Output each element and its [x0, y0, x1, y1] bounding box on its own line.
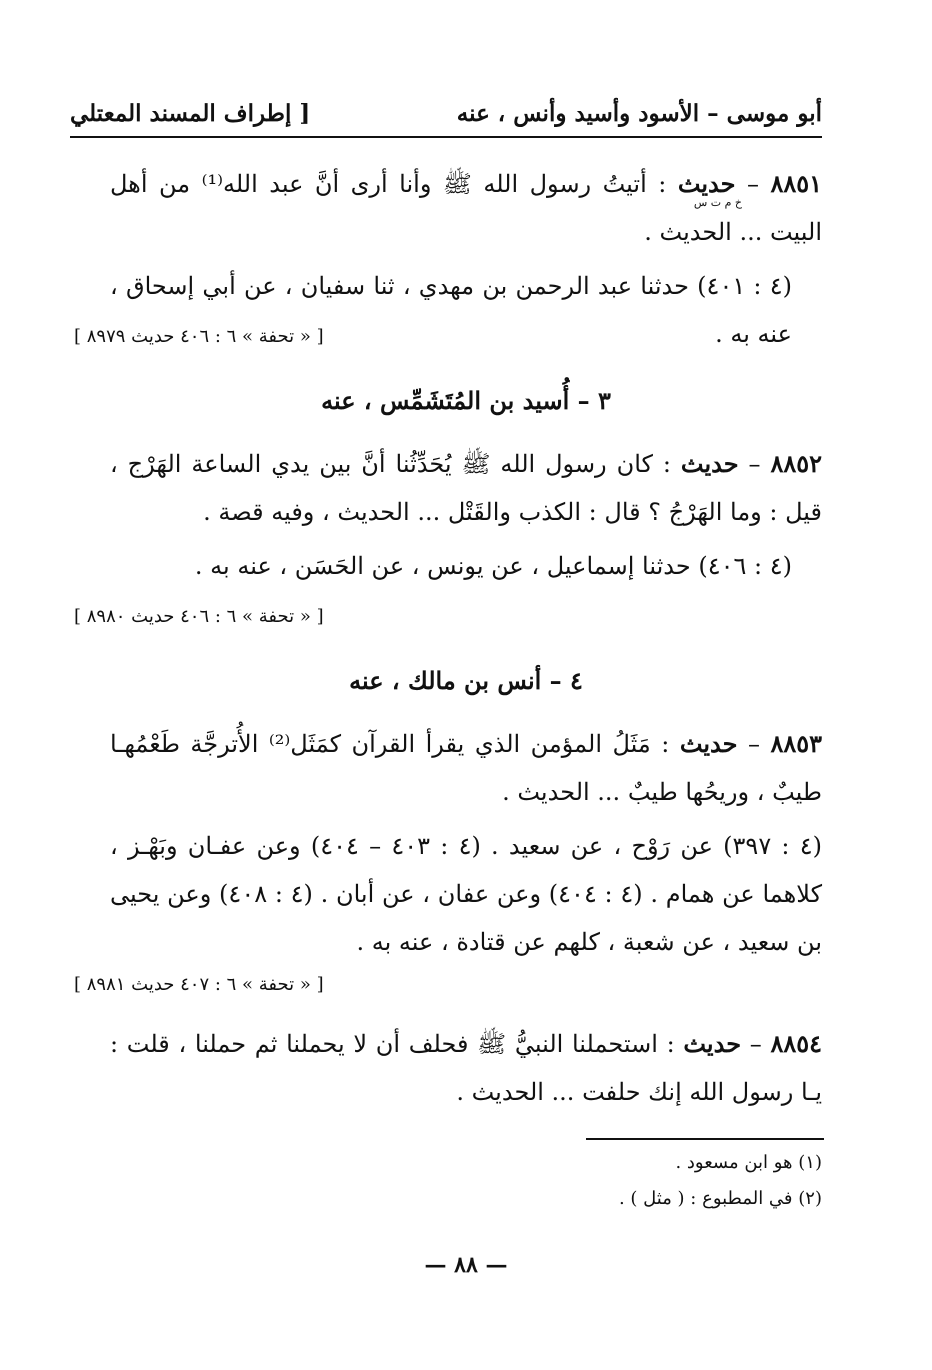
- footnote-1: (١) هو ابن مسعود .: [675, 1152, 822, 1173]
- footnote-separator: [586, 1138, 824, 1140]
- hadith-number: ٨٨٥٢: [770, 449, 822, 478]
- isnad-chain: (٤ : ٣٩٧) عن رَوْح ، عن سعيد . (٤ : ٤٠٣ – ٤٠٤) وعن عفـان وبَهْـز ، كلاهما عن همام . (٤ : ٤٠٤) وعن عفان ، عن أبان . (٤ : ٤٠٨) وعن يحيى بن سعيد ، عن شعبة ، كلهم عن قتادة ، عنه به .: [110, 832, 823, 956]
- tuhfa-reference: [ « تحفة » ٦ : ٤٠٦ حديث ٨٩٨٠ ]: [74, 606, 324, 627]
- isnad-chain: (٤ : ٤٠٦) حدثنا إسماعيل ، عن يونس ، عن الحَسَن ، عنه به .: [194, 552, 792, 580]
- hadith-keyword: حديث: [677, 169, 736, 198]
- hadith-entry-8852: ٨٨٥٢ – حديث : كان رسول الله ﷺ يُحَدِّثُنا أنَّ بين يدي الساعة الهَرْج ، قيل : وما الهَرْجُ ؟ قال : الكذب والقَتْل ... الحديث ، وفيه قصة .: [110, 449, 822, 526]
- hadith-text: : كان رسول الله ﷺ يُحَدِّثُنا أنَّ بين يدي الساعة الهَرْج ، قيل : وما الهَرْجُ ؟ قال : الكذب والقَتْل ... الحديث ، وفيه قصة .: [110, 450, 822, 526]
- isnad-chain: (٤ : ٤٠١) حدثنا عبد الرحمن بن مهدي ، ثنا سفيان ، عن أبي إسحاق ، عنه به .: [110, 272, 793, 348]
- hadith-text: : أتيتُ رسول الله ﷺ وأنا أرى أنَّ عبد الله⁽¹⁾ من أهل البيت ... الحديث .: [110, 170, 822, 246]
- hadith-number: ٨٨٥٣: [770, 729, 823, 758]
- hadith-keyword: حديث: [683, 1029, 742, 1058]
- hadith-keyword: حديث: [679, 729, 738, 758]
- hadith-entry-8853: ٨٨٥٣ – حديث : مَثَلُ المؤمن الذي يقرأ القرآن كمَثَل⁽²⁾ الأُترجَّة طَعْمُهـا طيبٌ ، وريحُها طيبٌ ... الحديث .: [110, 729, 823, 806]
- hadith-text: : مَثَلُ المؤمن الذي يقرأ القرآن كمَثَل⁽²⁾ الأُترجَّة طَعْمُهـا طيبٌ ، وريحُها طيبٌ ... الحديث .: [110, 730, 822, 806]
- hadith-number: ٨٨٥١: [770, 169, 823, 198]
- narrator-sigla: خ م ت س: [693, 196, 742, 209]
- hadith-entry-8854: ٨٨٥٤ – حديث : استحملنا النبيُّ ﷺ فحلف أن لا يحملنا ثم حملنا ، قلت : يـا رسول الله إنك حلفت ... الحديث .: [110, 1029, 822, 1106]
- page-number: — ٨٨ —: [424, 1252, 508, 1278]
- header-book-title: [ إطراف المسند المعتلي: [70, 100, 311, 127]
- hadith-entry-8851: ٨٨٥١ – حديث : أتيتُ رسول الله ﷺ وأنا أرى أنَّ عبد الله⁽¹⁾ من أهل البيت ... الحديث .: [110, 169, 823, 246]
- hadith-keyword: حديث: [680, 449, 739, 478]
- running-header: [70, 92, 822, 138]
- section-heading: ٣ – أُسيد بن المُتَشَمِّس ، عنه: [321, 386, 611, 415]
- tuhfa-reference: [ « تحفة » ٦ : ٤٠٧ حديث ٨٩٨١ ]: [74, 974, 324, 995]
- footnote-2: (٢) في المطبوع : ( مثل ) .: [618, 1188, 822, 1209]
- tuhfa-reference: [ « تحفة » ٦ : ٤٠٦ حديث ٨٩٧٩ ]: [74, 326, 324, 347]
- header-title: أبو موسى – الأسود وأسيد وأنس ، عنه: [456, 100, 822, 127]
- hadith-text: : استحملنا النبيُّ ﷺ فحلف أن لا يحملنا ثم حملنا ، قلت : يـا رسول الله إنك حلفت ... الحديث .: [110, 1030, 822, 1106]
- hadith-number: ٨٨٥٤: [770, 1029, 822, 1058]
- section-heading: ٤ – أنس بن مالك ، عنه: [349, 666, 583, 695]
